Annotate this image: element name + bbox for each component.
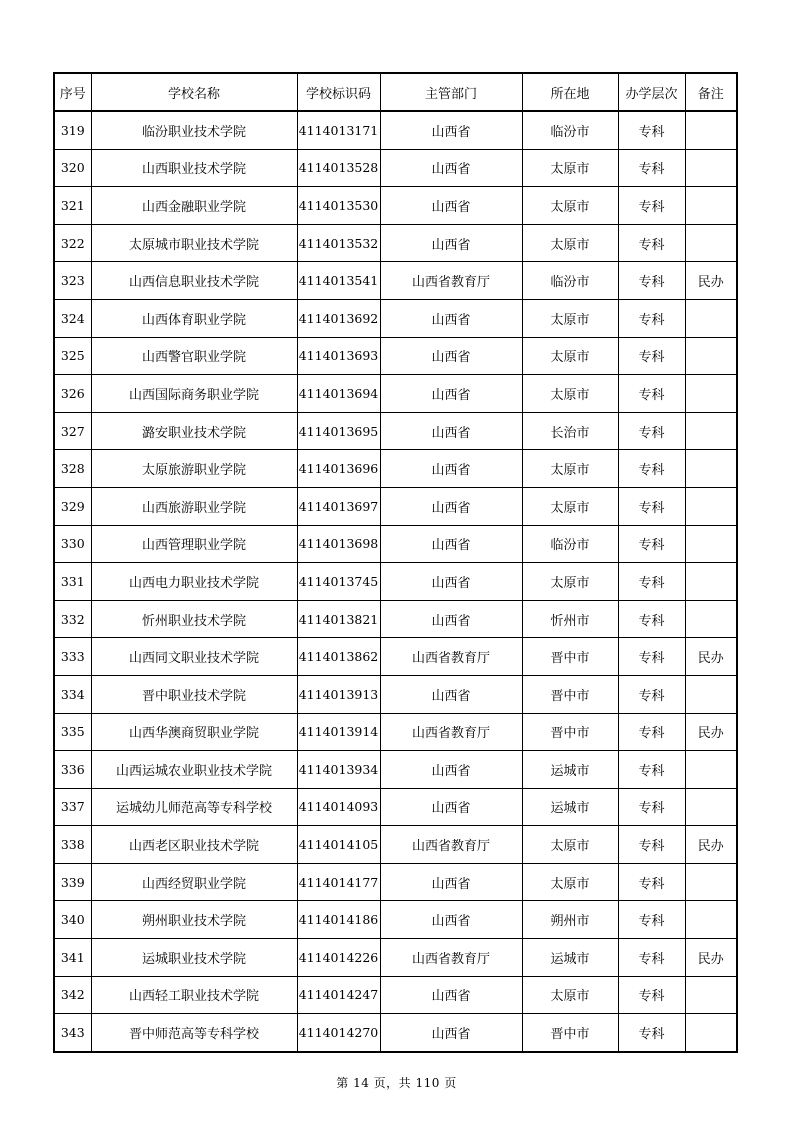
page-footer: 第 14 页，共 110 页 [336,1076,457,1090]
cell-level: 专科 [618,713,685,751]
cell-school-code: 4114014177 [297,863,380,901]
cell-location: 太原市 [522,149,618,187]
cell-index: 328 [54,450,91,488]
cell-location: 太原市 [522,224,618,262]
cell-level: 专科 [618,638,685,676]
header-location: 所在地 [522,73,618,111]
cell-school-code: 4114013862 [297,638,380,676]
cell-remarks [685,450,737,488]
table-row [54,262,737,300]
cell-level: 专科 [618,675,685,713]
cell-index: 335 [54,713,91,751]
table-row [54,600,737,638]
cell-remarks: 民办 [685,262,737,300]
cell-school-code: 4114013528 [297,149,380,187]
cell-school-name: 晋中师范高等专科学校 [91,1014,297,1052]
table-row [54,1014,737,1052]
cell-school-name: 山西华澳商贸职业学院 [91,713,297,751]
cell-level: 专科 [618,299,685,337]
cell-school-code: 4114013695 [297,412,380,450]
table-row [54,337,737,375]
schools-table [53,72,738,1053]
cell-school-code: 4114013693 [297,337,380,375]
cell-school-code: 4114013914 [297,713,380,751]
cell-location: 晋中市 [522,638,618,676]
cell-remarks [685,600,737,638]
cell-department: 山西省教育厅 [380,939,522,977]
cell-school-code: 4114013532 [297,224,380,262]
cell-school-code: 4114013541 [297,262,380,300]
cell-index: 334 [54,675,91,713]
cell-location: 长治市 [522,412,618,450]
table-row [54,412,737,450]
cell-remarks [685,901,737,939]
cell-index: 331 [54,563,91,601]
cell-level: 专科 [618,412,685,450]
cell-school-code: 4114013530 [297,187,380,225]
cell-school-code: 4114013821 [297,600,380,638]
table-row [54,826,737,864]
cell-department: 山西省 [380,412,522,450]
cell-school-name: 山西经贸职业学院 [91,863,297,901]
cell-level: 专科 [618,600,685,638]
cell-index: 327 [54,412,91,450]
cell-level: 专科 [618,826,685,864]
cell-department: 山西省 [380,976,522,1014]
cell-index: 330 [54,525,91,563]
cell-remarks [685,675,737,713]
cell-location: 朔州市 [522,901,618,939]
cell-school-name: 山西老区职业技术学院 [91,826,297,864]
cell-index: 340 [54,901,91,939]
cell-location: 太原市 [522,299,618,337]
cell-level: 专科 [618,751,685,789]
cell-school-name: 山西信息职业技术学院 [91,262,297,300]
cell-department: 山西省 [380,563,522,601]
cell-school-name: 运城幼儿师范高等专科学校 [91,788,297,826]
cell-school-code: 4114013745 [297,563,380,601]
cell-index: 337 [54,788,91,826]
cell-location: 太原市 [522,976,618,1014]
cell-location: 临汾市 [522,525,618,563]
cell-school-name: 太原城市职业技术学院 [91,224,297,262]
cell-remarks [685,788,737,826]
table-row [54,375,737,413]
table-row [54,976,737,1014]
cell-remarks: 民办 [685,939,737,977]
cell-department: 山西省教育厅 [380,262,522,300]
cell-department: 山西省 [380,600,522,638]
cell-location: 晋中市 [522,1014,618,1052]
cell-level: 专科 [618,976,685,1014]
cell-index: 341 [54,939,91,977]
cell-location: 太原市 [522,450,618,488]
table-row [54,901,737,939]
cell-remarks [685,375,737,413]
cell-remarks [685,149,737,187]
cell-level: 专科 [618,187,685,225]
cell-remarks [685,563,737,601]
cell-remarks [685,187,737,225]
cell-index: 338 [54,826,91,864]
cell-school-name: 山西同文职业技术学院 [91,638,297,676]
cell-remarks [685,299,737,337]
cell-remarks: 民办 [685,713,737,751]
cell-school-code: 4114013913 [297,675,380,713]
cell-school-code: 4114013934 [297,751,380,789]
cell-department: 山西省 [380,111,522,149]
cell-remarks [685,224,737,262]
cell-location: 运城市 [522,939,618,977]
cell-index: 319 [54,111,91,149]
cell-level: 专科 [618,337,685,375]
cell-index: 320 [54,149,91,187]
cell-level: 专科 [618,262,685,300]
cell-index: 332 [54,600,91,638]
cell-index: 343 [54,1014,91,1052]
cell-department: 山西省 [380,1014,522,1052]
cell-level: 专科 [618,487,685,525]
cell-school-code: 4114013697 [297,487,380,525]
cell-school-code: 4114013692 [297,299,380,337]
table-row [54,224,737,262]
cell-level: 专科 [618,111,685,149]
cell-index: 342 [54,976,91,1014]
cell-school-name: 山西体育职业学院 [91,299,297,337]
cell-department: 山西省 [380,224,522,262]
cell-school-code: 4114014270 [297,1014,380,1052]
cell-index: 325 [54,337,91,375]
table-row [54,299,737,337]
cell-location: 太原市 [522,187,618,225]
cell-department: 山西省 [380,299,522,337]
cell-department: 山西省 [380,525,522,563]
cell-level: 专科 [618,1014,685,1052]
cell-remarks [685,412,737,450]
cell-department: 山西省 [380,187,522,225]
cell-department: 山西省 [380,337,522,375]
cell-school-name: 山西金融职业学院 [91,187,297,225]
cell-location: 忻州市 [522,600,618,638]
cell-department: 山西省 [380,751,522,789]
cell-school-code: 4114013694 [297,375,380,413]
cell-school-name: 临汾职业技术学院 [91,111,297,149]
table-row [54,713,737,751]
cell-index: 333 [54,638,91,676]
cell-school-name: 山西管理职业学院 [91,525,297,563]
table-row [54,939,737,977]
cell-level: 专科 [618,788,685,826]
table-row [54,450,737,488]
cell-location: 临汾市 [522,111,618,149]
cell-level: 专科 [618,375,685,413]
table-body [54,111,737,1052]
header-index: 序号 [54,73,91,111]
cell-remarks: 民办 [685,826,737,864]
cell-remarks [685,525,737,563]
cell-department: 山西省教育厅 [380,638,522,676]
cell-department: 山西省 [380,863,522,901]
header-row [54,73,737,111]
cell-school-name: 晋中职业技术学院 [91,675,297,713]
cell-school-name: 山西电力职业技术学院 [91,563,297,601]
table-row [54,788,737,826]
cell-index: 321 [54,187,91,225]
cell-department: 山西省 [380,450,522,488]
cell-level: 专科 [618,563,685,601]
cell-remarks [685,337,737,375]
cell-school-name: 山西国际商务职业学院 [91,375,297,413]
cell-level: 专科 [618,224,685,262]
cell-location: 运城市 [522,751,618,789]
table-row [54,751,737,789]
cell-index: 329 [54,487,91,525]
cell-school-code: 4114013171 [297,111,380,149]
header-level: 办学层次 [618,73,685,111]
table-header [54,73,737,111]
cell-remarks [685,863,737,901]
cell-index: 324 [54,299,91,337]
cell-remarks [685,751,737,789]
cell-level: 专科 [618,450,685,488]
cell-school-code: 4114013696 [297,450,380,488]
cell-location: 太原市 [522,863,618,901]
cell-index: 339 [54,863,91,901]
cell-school-name: 山西旅游职业学院 [91,487,297,525]
cell-school-name: 山西警官职业学院 [91,337,297,375]
cell-level: 专科 [618,939,685,977]
cell-level: 专科 [618,901,685,939]
table-row [54,638,737,676]
cell-remarks: 民办 [685,638,737,676]
cell-department: 山西省 [380,375,522,413]
cell-location: 运城市 [522,788,618,826]
table-row [54,487,737,525]
cell-school-code: 4114013698 [297,525,380,563]
cell-index: 322 [54,224,91,262]
cell-school-code: 4114014186 [297,901,380,939]
cell-department: 山西省 [380,788,522,826]
cell-remarks [685,111,737,149]
cell-school-name: 忻州职业技术学院 [91,600,297,638]
cell-school-code: 4114014247 [297,976,380,1014]
cell-index: 323 [54,262,91,300]
cell-department: 山西省教育厅 [380,826,522,864]
table-row [54,863,737,901]
cell-school-name: 山西运城农业职业技术学院 [91,751,297,789]
cell-department: 山西省教育厅 [380,713,522,751]
table-row [54,187,737,225]
cell-index: 336 [54,751,91,789]
cell-school-name: 运城职业技术学院 [91,939,297,977]
cell-level: 专科 [618,149,685,187]
table-row [54,149,737,187]
cell-level: 专科 [618,525,685,563]
table-row [54,675,737,713]
cell-department: 山西省 [380,149,522,187]
cell-remarks [685,976,737,1014]
cell-location: 太原市 [522,563,618,601]
table-row [54,525,737,563]
cell-location: 太原市 [522,487,618,525]
cell-location: 太原市 [522,375,618,413]
header-school-name: 学校名称 [91,73,297,111]
cell-school-name: 山西轻工职业技术学院 [91,976,297,1014]
header-department: 主管部门 [380,73,522,111]
cell-location: 太原市 [522,826,618,864]
cell-school-code: 4114014226 [297,939,380,977]
header-remarks: 备注 [685,73,737,111]
cell-remarks [685,1014,737,1052]
cell-remarks [685,487,737,525]
cell-location: 晋中市 [522,675,618,713]
cell-school-name: 潞安职业技术学院 [91,412,297,450]
table-row [54,563,737,601]
table-row [54,111,737,149]
cell-department: 山西省 [380,675,522,713]
cell-school-code: 4114014093 [297,788,380,826]
cell-department: 山西省 [380,901,522,939]
cell-school-code: 4114014105 [297,826,380,864]
cell-department: 山西省 [380,487,522,525]
cell-school-name: 太原旅游职业学院 [91,450,297,488]
cell-level: 专科 [618,863,685,901]
cell-location: 太原市 [522,337,618,375]
cell-index: 326 [54,375,91,413]
cell-school-name: 朔州职业技术学院 [91,901,297,939]
header-school-code: 学校标识码 [297,73,380,111]
cell-location: 晋中市 [522,713,618,751]
cell-location: 临汾市 [522,262,618,300]
cell-school-name: 山西职业技术学院 [91,149,297,187]
